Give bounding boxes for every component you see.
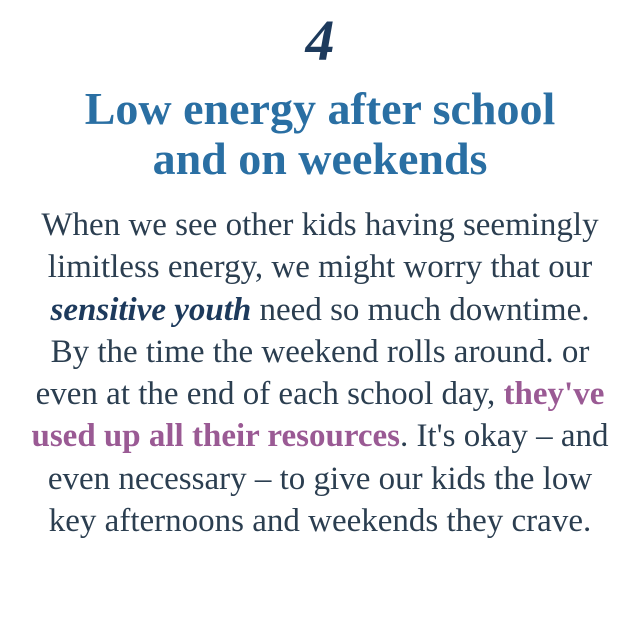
body-line-5-start: even at the end of each school day, xyxy=(35,376,504,413)
body-paragraph xyxy=(22,204,618,542)
title-line-2: and on weekends xyxy=(152,133,488,184)
body-line-5 xyxy=(22,373,618,415)
emphasis-theyve: they've xyxy=(503,376,605,413)
body-line-8: key afternoons and weekends they crave. xyxy=(48,503,592,540)
body-line-6 xyxy=(22,415,618,457)
title-line-1: Low energy after school xyxy=(84,83,556,134)
body-line-3-rest: need so much downtime. xyxy=(251,291,590,328)
emphasis-used-up-resources: used up all their resources xyxy=(31,418,401,455)
body-line-2: limitless energy, we might worry that our xyxy=(47,249,593,286)
body-line-1: When we see other kids having seemingly xyxy=(41,207,599,243)
item-number: 4 xyxy=(305,8,335,73)
emphasis-sensitive-youth: sensitive youth xyxy=(50,291,252,328)
body-line-3 xyxy=(22,289,618,331)
body-line-6-rest: . It's okay – and xyxy=(400,418,609,455)
body-line-4: By the time the weekend rolls around. or xyxy=(50,333,590,370)
body-line-7: even necessary – to give our kids the low xyxy=(47,460,593,497)
card-title xyxy=(20,84,620,184)
